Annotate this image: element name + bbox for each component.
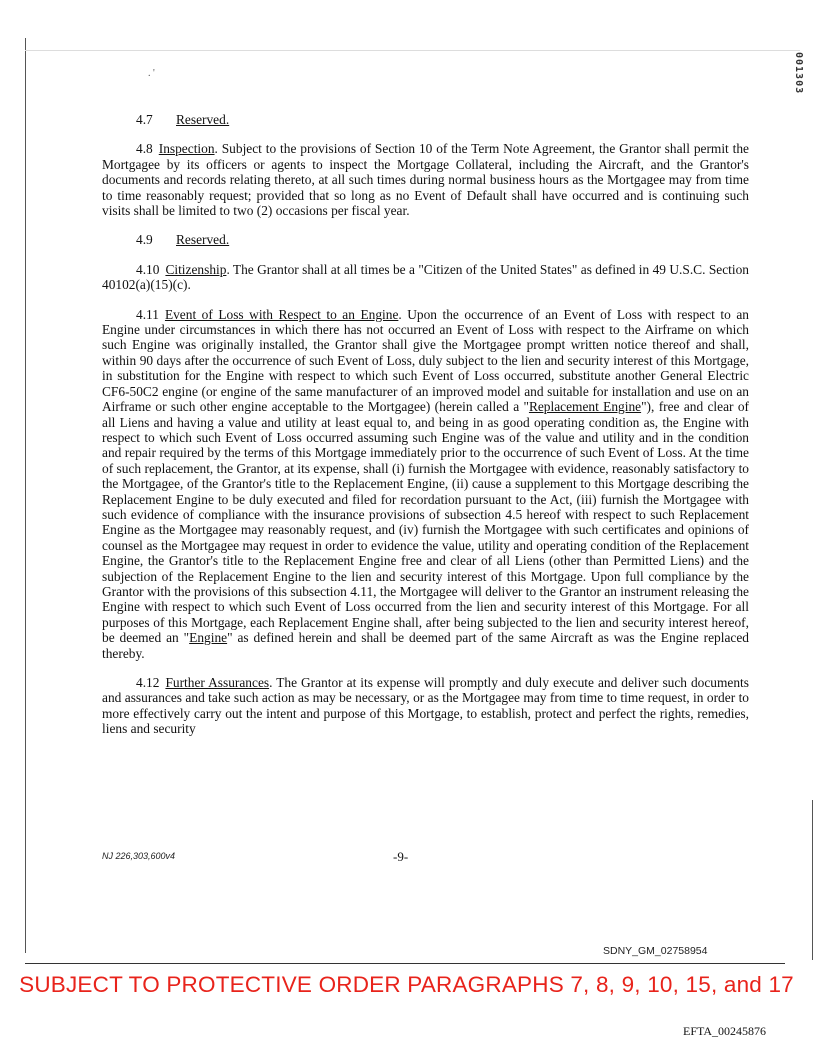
protective-order-banner: SUBJECT TO PROTECTIVE ORDER PARAGRAPHS 7, 8, 9, 10, 15, and 17 — [19, 972, 794, 997]
document-body — [102, 112, 749, 751]
page-number: -9- — [393, 849, 409, 864]
efta-number: EFTA_00245876 — [683, 1024, 767, 1038]
section-4-7: 4.7 Reserved. — [136, 112, 230, 127]
section-4-11: 4.11 Event of Loss with Respect to an Engine. Upon the occurrence of an Event of Loss with respect to an Engine under circumstances in which there has not occurred an Event of Loss with respect to the Airframe on which such Engine was originally installed, the Grantor shall give the Mortgagee prompt written notice thereof and shall, within 90 days after the occurrence of such Event of Loss, duly subject to the lien and security interest of this Mortgage, in substitution for the Engine with respect to which such Event of Loss occurred, substitute another General Electric CF6-50C2 engine (or engine of the same manufacturer of an improved model and suitable for installation and use on an Airframe or such other engine acceptable to the Mortgagee) (herein called a "Replacement Engine"), free and clear of all Liens and having a value and utility at least equal to, and being in as good operating condition as, the Engine with respect to which such Event of Loss occurred assuming such Engine was of the value and utility and in the condition and repair required by the terms of this Mortgage immediately prior to the occurrence of such Event of Loss. At the time of such replacement, the Grantor, at its expense, shall (i) furnish the Mortgagee with evidence, reasonably satisfactory to the Mortgagee, of the Grantor's title to the Replacement Engine, (ii) cause a supplement to this Mortgage describing the Replacement Engine to be duly executed and filed for recordation pursuant to the Act, (iii) furnish the Mortgagee with such evidence of compliance with the insurance provisions of subsection 4.5 hereof with respect to such Replacement Engine as the Mortgagee may reasonably request, and (iv) furnish the Mortgagee with such certificates and opinions of counsel as the Mortgagee may request in order to evidence the value, utility and operating condition of the Replacement Engine, the Grantor's title to the Replacement Engine free and clear of all Liens (other than Permitted Liens) and the subjection of the Replacement Engine to the lien and security interest of this Mortgage. Upon full compliance by the Grantor with the provisions of this subsection 4.11, the Mortgagee will deliver to the Grantor an instrument releasing the Engine with respect to which such Event of Loss occurred from the lien and security interest of this Mortgage. For all purposes of this Mortgage, each Replacement Engine shall, after being subjected to the lien and security interest hereof, be deemed an "Engine" as defined herein and shall be deemed part of the same Aircraft as was the Engine replaced thereby. — [102, 306, 749, 661]
section-title: Reserved. — [176, 232, 230, 248]
section-title: Citizenship — [165, 261, 227, 277]
scan-left-edge — [25, 38, 26, 953]
document-code: NJ 226,303,600v4 — [102, 851, 176, 861]
scan-bottom-edge — [25, 963, 785, 964]
bates-number: SDNY_GM_02758954 — [603, 945, 708, 957]
section-4-12: 4.12 Further Assurances. The Grantor at its expense will promptly and duly execute and deliver such documents and assurances and take such action as may be necessary, or as the Mortgagee may from time to time request, in order to more effectively carry out the intent and purpose of this Mortgage, to establish, protect and perfect the rights, remedies, liens and security — [102, 675, 749, 737]
section-4-9: 4.9 Reserved. — [136, 232, 230, 248]
page-stamp: 001303 — [793, 52, 804, 95]
section-4-8: 4.8 Inspection. Subject to the provisions of Section 10 of the Term Note Agreement, the Grantor shall permit the Mortgagee by its officers or agents to inspect the Mortgage Collateral, including the Aircraft, and the Grantor's documents and records relating thereto, at all such times during normal business hours as the Mortgagee may from time to time reasonably request; provided that so long as no Event of Default shall have occurred and is continuing such visits shall be limited to two (2) occasions per fiscal year. — [102, 141, 749, 219]
section-title: Further Assurances — [165, 675, 270, 690]
scan-speck: . ' — [148, 68, 155, 79]
section-title: Inspection — [158, 141, 215, 157]
section-4-10: 4.10 Citizenship. The Grantor shall at all times be a "Citizen of the United States" as defined in 49 U.S.C. Section 40102(a)(15)(c). — [102, 261, 749, 293]
section-title: Event of Loss with Respect to an Engine — [164, 306, 399, 322]
defined-term: Engine — [189, 630, 228, 646]
defined-term: Replacement Engine — [528, 399, 642, 415]
section-title: Reserved. — [176, 112, 230, 127]
scan-top-edge — [25, 50, 800, 51]
